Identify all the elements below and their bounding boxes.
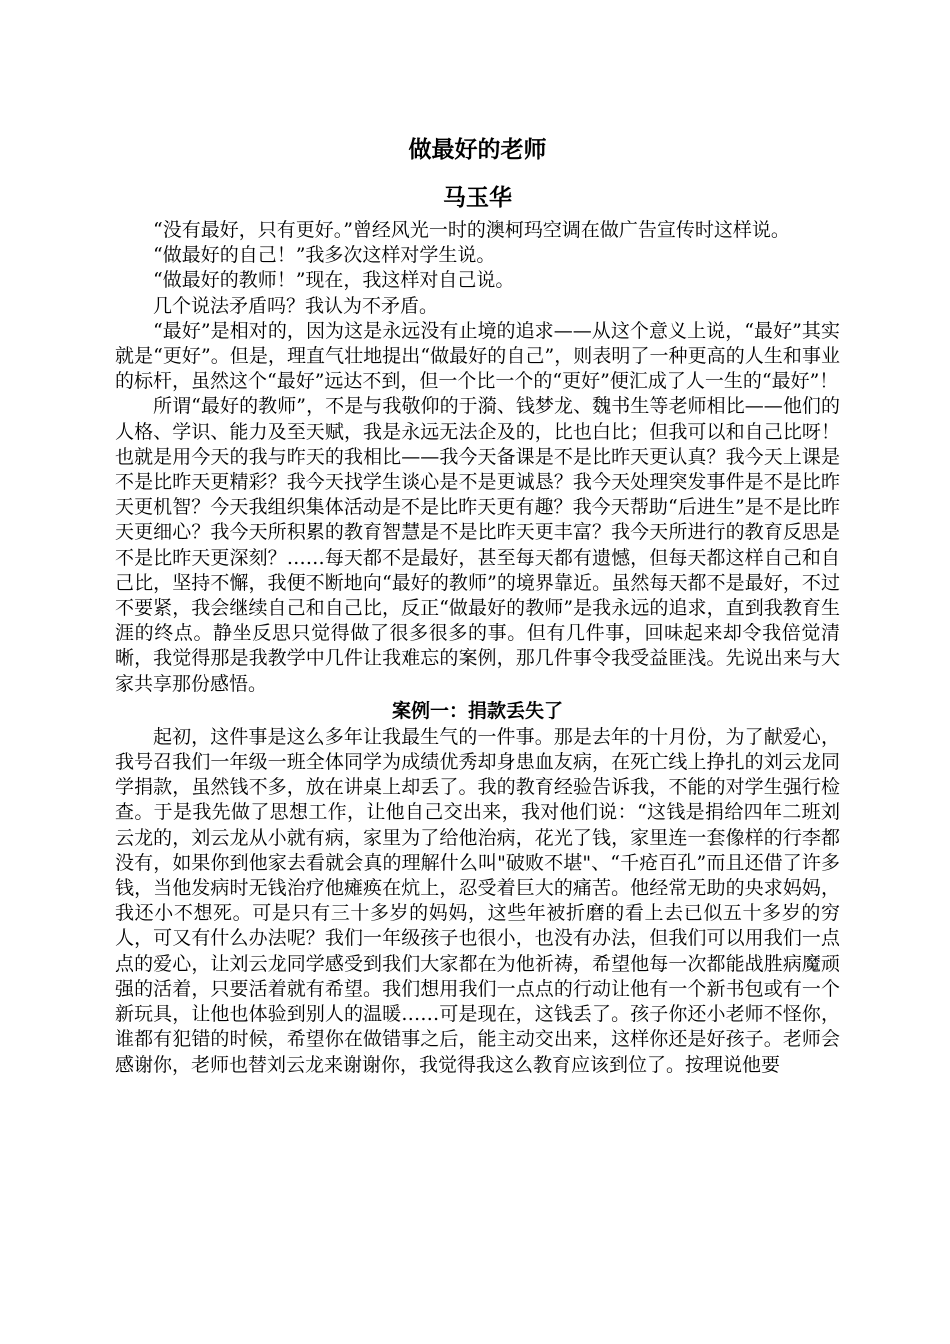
author-name: 马玉华: [443, 185, 512, 211]
paragraph: 所谓“最好的教师”，不是与我敬仰的于漪、钱梦龙、魏书生等老师相比——他们的人格、学识、能力及至天赋，我是永远无法企及的，比也白比；但我可以和自己比呀！也就是用今天的我与昨天的我相比——我今天备课是不是比昨天更认真？我今天上课是不是比昨天更精彩？我今天找学生谈心是不是更诚恳？我今天处理突发事件是不是比昨天更机智？今天我组织集体活动是不是比昨天更有趣？我今天帮助“后进生”是不是比昨天更细心？我今天所积累的教育智慧是不是比昨天更丰富？我今天所进行的教育反思是不是比昨天更深刻？……每天都不是最好，甚至每天都有遗憾，但每天都这样自己和自己比，坚持不懈，我便不断地向“最好的教师”的境界靠近。虽然每天都不是最好，不过不要紧，我会继续自己和自己比，反正“做最好的教师”是我永远的追求，直到我教育生涯的终点。静坐反思只觉得做了很多很多的事。但有几件事，回味起来却令我倍觉清晰，我觉得那是我教学中几件让我难忘的案例，那几件事令我受益匪浅。先说出来与大家共享那份感悟。: [115, 395, 840, 695]
paragraph: 起初，这件事是这么多年让我最生气的一件事。那是去年的十月份，为了献爱心，我号召我们一年级一班全体同学为成绩优秀却身患血友病，在死亡线上挣扎的刘云龙同学捐款，虽然钱不多，放在讲桌上却丢了。我的教育经验告诉我，不能的对学生强行检查。于是我先做了思想工作，让他自己交出来，我对他们说：“这钱是捐给四年二班刘云龙的，刘云龙从小就有病，家里为了给他治病，花光了钱，家里连一套像样的行李都没有，如果你到他家去看就会真的理解什么叫"破败不堪"、“千疮百孔”而且还借了许多钱，当他发病时无钱治疗他瘫痪在炕上，忍受着巨大的痛苦。他经常无助的央求妈妈，我还小不想死。可是只有三十多岁的妈妈，这些年被折磨的看上去已似五十多岁的穷人，可又有什么办法呢？我们一年级孩子也很小，也没有办法，但我们可以用我们一点点的爱心，让刘云龙同学感受到我们大家都在为他祈祷，希望他每一次都能战胜病魔顽强的活着，只要活着就有希望。我们想用我们一点点的行动让他有一个新书包或有一个新玩具，让他也体验到别人的温暖……可是现在，这钱丢了。孩子你还小老师不怪你，谁都有犯错的时候，希望你在做错事之后，能主动交出来，这样你还是好孩子。老师会感谢你，老师也替刘云龙来谢谢你，我觉得我这么教育应该到位了。按理说他要: [115, 725, 840, 1076]
paragraph: “做最好的教师！”现在，我这样对自己说。: [153, 269, 515, 292]
document-page: [115, 130, 840, 1078]
section-heading: 案例一：捐款丢失了: [391, 699, 563, 722]
paragraph: “做最好的自己！”我多次这样对学生说。: [153, 244, 496, 267]
paragraph: “没有最好，只有更好。”曾经风光一时的澳柯玛空调在做广告宣传时这样说。: [153, 219, 790, 241]
paragraph: 几个说法矛盾吗？我认为不矛盾。: [153, 294, 439, 317]
page-title: 做最好的老师: [408, 137, 547, 163]
paragraph: “最好”是相对的，因为这是永远没有止境的追求——从这个意义上说，“最好”其实就是“更好”。但是，理直气壮地提出“做最好的自己”，则表明了一种更高的人生和事业的标杆，虽然这个“最好”远达不到，但一个比一个的“更好”便汇成了人一生的“最好”！: [115, 319, 840, 393]
